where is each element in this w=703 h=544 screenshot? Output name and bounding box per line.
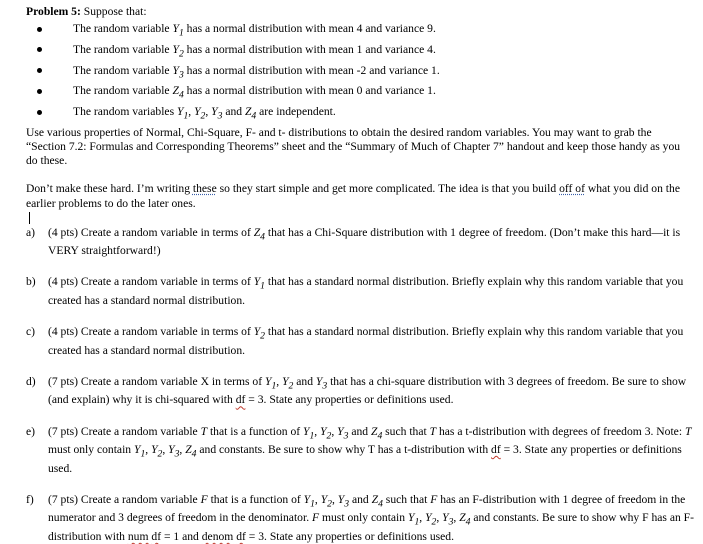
problem-intro: Suppose that:	[83, 5, 147, 18]
bullet-icon	[37, 89, 42, 94]
list-item: The random variable $Y_3$ has a normal distribution with mean -2 and variance 1.	[26, 64, 694, 83]
list-item: The random variable $Y_1$ has a normal distribution with mean 4 and variance 9.	[26, 22, 694, 41]
instructions-paragraph: Use various properties of Normal, Chi-Square, F- and t- distributions to obtain the desired random variables. You may want to grab the “Section 7.2: Formulas and Corresponding Theorems” sheet and the “Summary of Much of Chapter 7” handout and keep those handy as you do these.	[26, 125, 681, 168]
underlined-word: denom	[201, 529, 234, 543]
bullet-icon	[37, 68, 42, 73]
part-d: d) (7 pts) Create a random variable X in terms of $Y_1$, $Y_2$ and $Y_3$ that has a chi-square distribution with 3 degrees of freedom. Be sure to show (and explain) why it is chi-squared with df = 3. State any properties or definitions used.	[26, 374, 687, 407]
list-item: The random variable $Z_4$ has a normal distribution with mean 0 and variance 1.	[26, 84, 694, 103]
list-item: The random variables $Y_1$, $Y_2$, $Y_3$ and $Z_4$ are independent.	[26, 105, 694, 124]
underlined-word: off of	[559, 182, 585, 196]
part-f: f) (7 pts) Create a random variable F that is a function of $Y_1$, $Y_2$, $Y_3$ and $Z_4$ such that F has an F-distribution with 1 degree of freedom in the numerator and 3 degrees of freedom in the denominator. F must only contain $Y_1$, $Y_2$, $Y_3$, $Z_4$ and constants. Be sure to show why F has an F-distribution with num df = 1 and denom df = 3. State any properties or definitions used.	[26, 492, 694, 543]
assumption-list	[26, 22, 694, 123]
problem-label: Problem 5:	[26, 5, 81, 18]
underlined-word: num	[127, 529, 149, 543]
underlined-word: these	[192, 182, 217, 196]
underlined-word: df	[235, 393, 246, 407]
problem-heading	[26, 5, 694, 19]
guidance-paragraph: Don’t make these hard. I’m writing these so they start simple and get more complicated. The idea is that you build off of what you did on the earlier problems to do the later ones.	[26, 182, 680, 210]
document-body	[26, 5, 694, 544]
part-e: e) (7 pts) Create a random variable T that is a function of $Y_1$, $Y_2$, $Y_3$ and $Z_4$ such that T has a t-distribution with degrees of freedom 3. Note: T must only contain $Y_1$, $Y_2$, $Y_3$, $Z_4$ and constants. Be sure to show why T has a t-distribution with df = 3. State any properties or definitions used.	[26, 424, 692, 475]
underlined-word: df	[236, 529, 246, 543]
underlined-word: df	[151, 529, 162, 543]
part-b: b) (4 pts) Create a random variable in terms of $Y_1$ that has a standard normal distribution. Briefly explain why this random variable that you created has a standard normal distribution.	[26, 275, 684, 307]
bullet-icon	[37, 110, 42, 115]
bullet-icon	[37, 27, 42, 32]
list-item: The random variable $Y_2$ has a normal distribution with mean 1 and variance 4.	[26, 43, 694, 62]
text-cursor	[29, 212, 30, 224]
underlined-word: df	[491, 443, 501, 457]
part-a: a) (4 pts) Create a random variable in terms of $Z_4$ that has a Chi-Square distribution with 1 degree of freedom. (Don’t make this hard—it is VERY straightforward!)	[26, 225, 681, 258]
bullet-icon	[37, 47, 42, 52]
part-c: c) (4 pts) Create a random variable in terms of $Y_2$ that has a standard normal distribution. Briefly explain why this random variable that you created has a standard normal distribution.	[26, 325, 684, 357]
